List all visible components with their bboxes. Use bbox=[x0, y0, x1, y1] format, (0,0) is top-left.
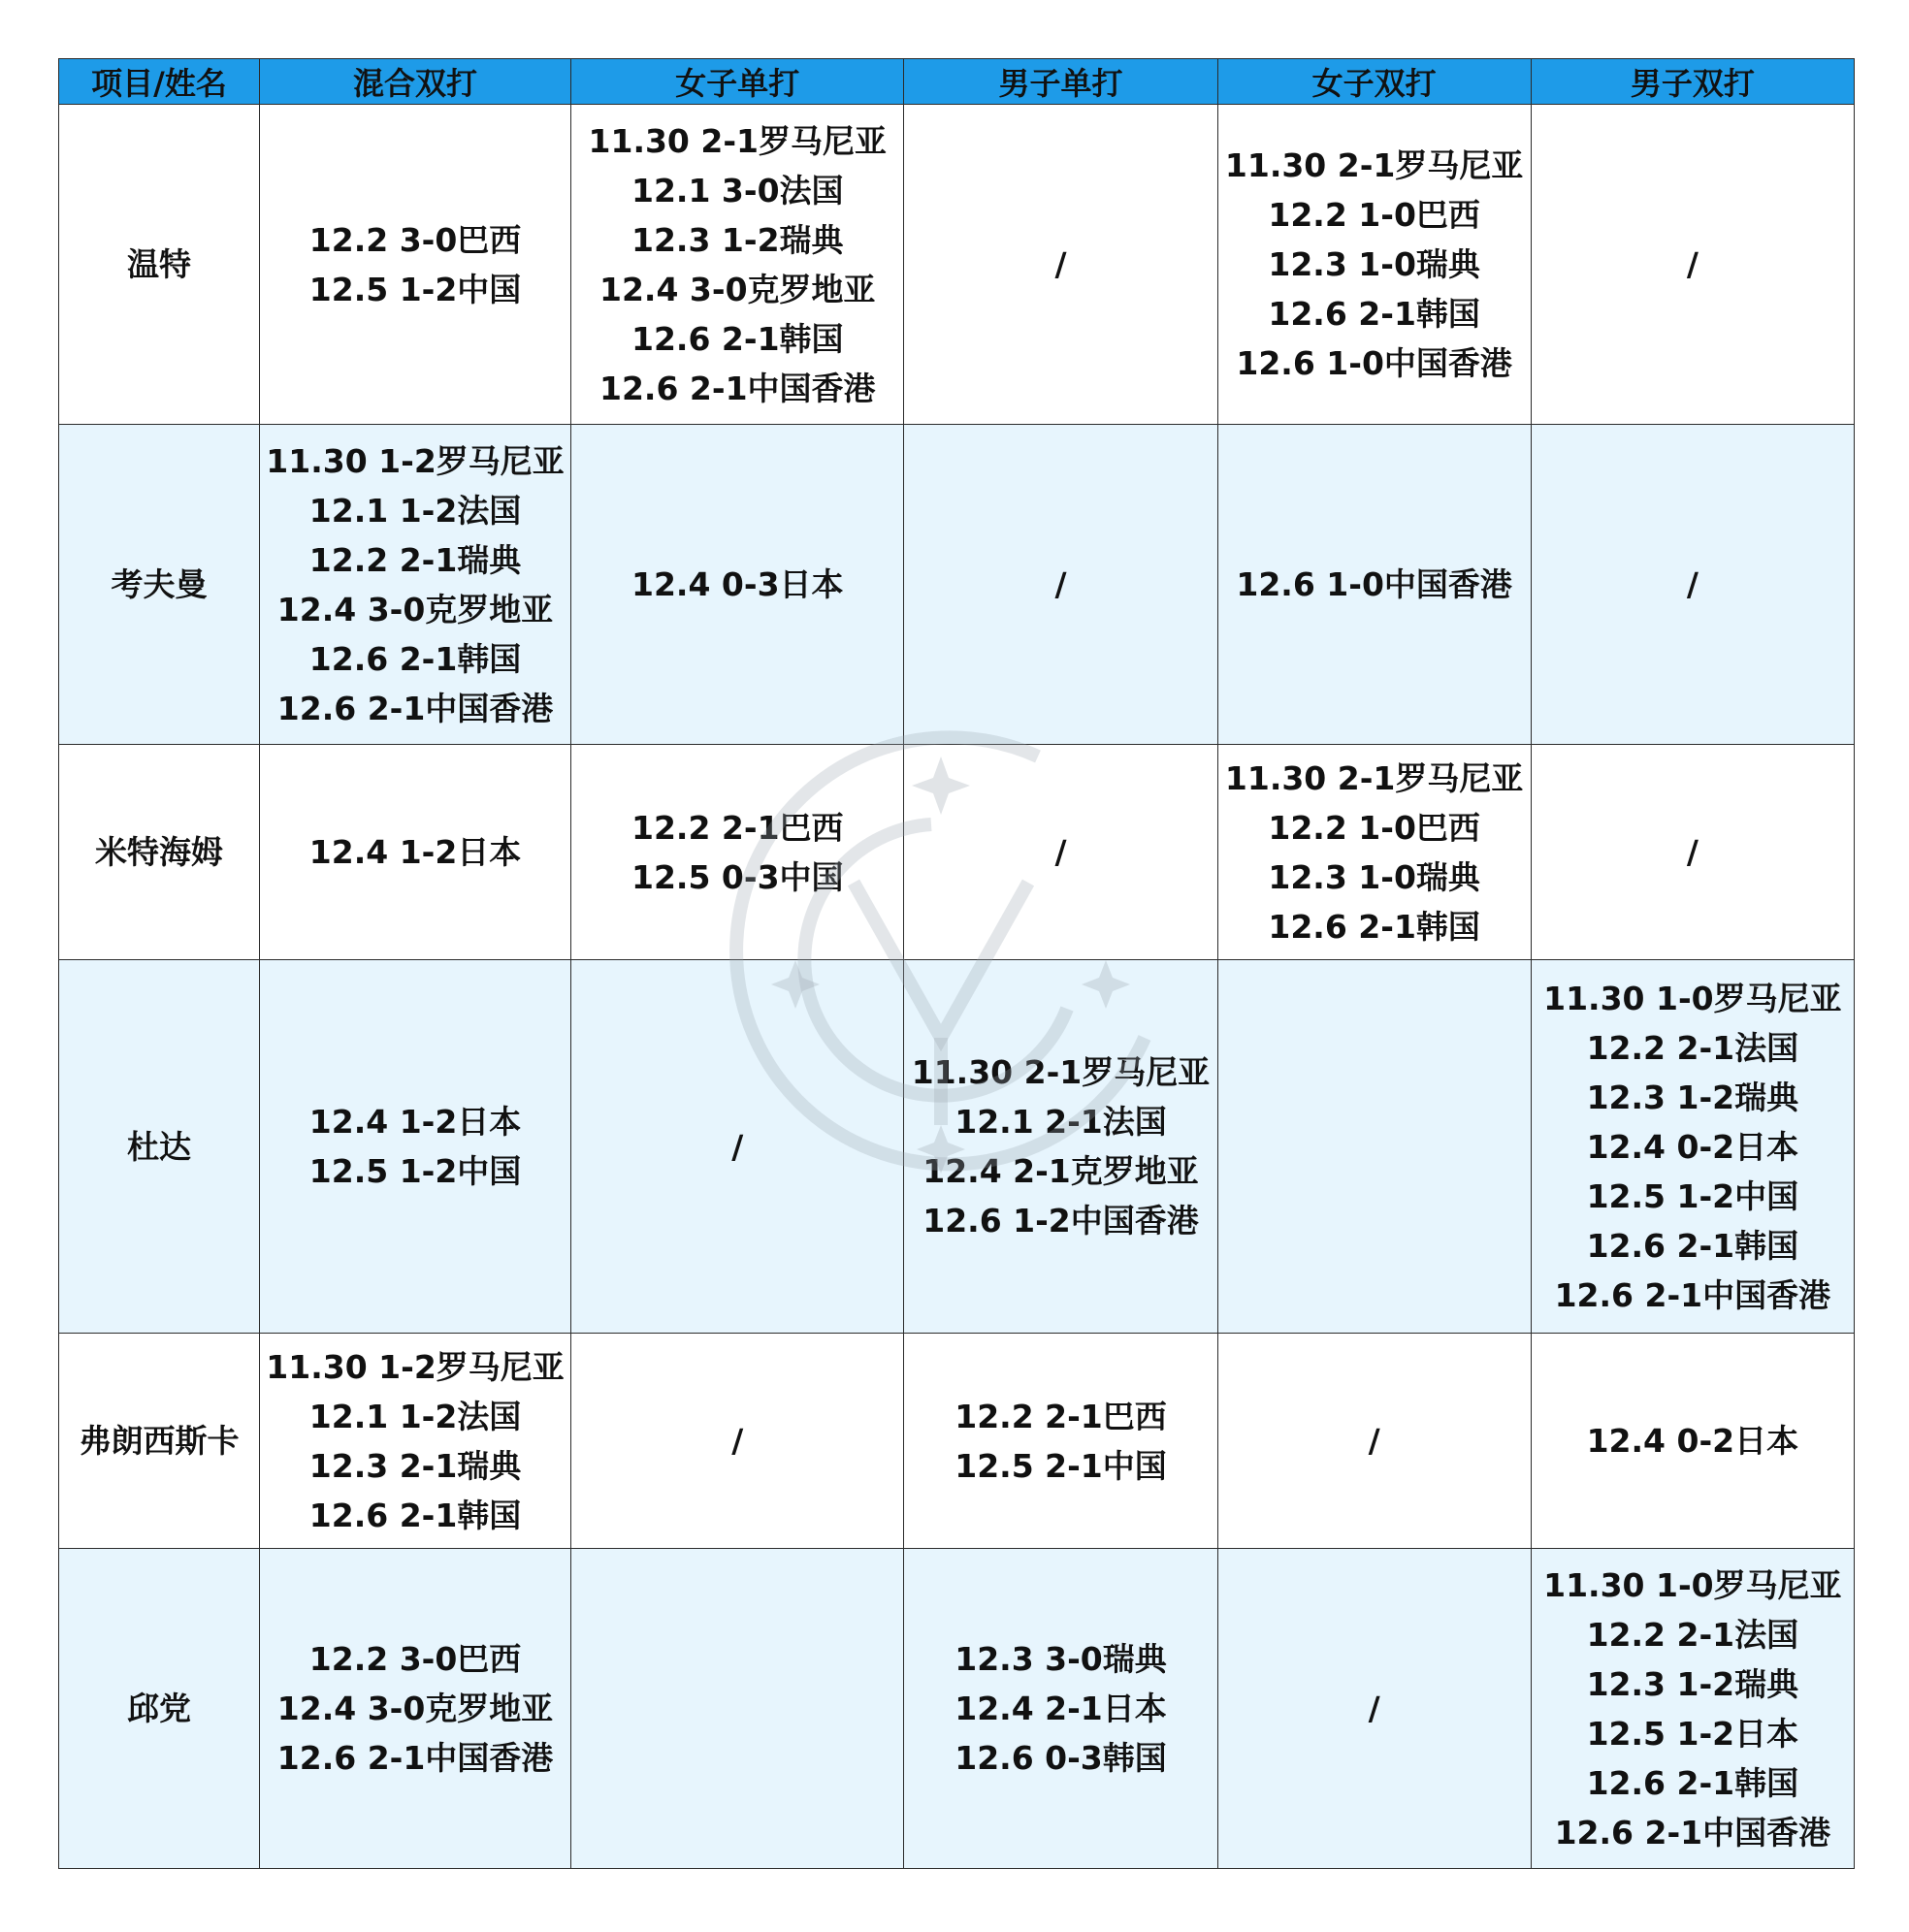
result-cell-mens-doubles bbox=[1531, 1549, 1854, 1869]
player-name-cell: 米特海姆 bbox=[59, 745, 260, 960]
match-result: 12.2 1-0巴西 bbox=[1268, 808, 1480, 847]
header-row bbox=[59, 59, 1855, 105]
match-result: 12.2 2-1法国 bbox=[1586, 1615, 1799, 1654]
match-result: 12.4 2-1克罗地亚 bbox=[922, 1152, 1199, 1190]
match-result: 12.4 0-3日本 bbox=[631, 565, 844, 603]
match-result: 12.6 1-0中国香港 bbox=[1236, 565, 1512, 603]
match-result: / bbox=[1368, 1690, 1380, 1727]
match-result: 12.3 2-1瑞典 bbox=[308, 1446, 522, 1485]
match-result: 11.30 2-1罗马尼亚 bbox=[911, 1053, 1211, 1091]
result-cell-mixed-doubles bbox=[260, 105, 571, 425]
result-cell-womens-doubles bbox=[1217, 960, 1531, 1334]
match-result: 12.4 0-2日本 bbox=[1586, 1127, 1799, 1166]
match-result: 12.6 2-1韩国 bbox=[1268, 907, 1480, 946]
match-result: 12.5 1-2中国 bbox=[308, 270, 522, 308]
match-result: 11.30 1-2罗马尼亚 bbox=[266, 441, 565, 480]
match-result: 11.30 2-1罗马尼亚 bbox=[588, 121, 888, 160]
match-result: 12.6 2-1韩国 bbox=[1586, 1763, 1799, 1802]
match-result: 12.4 2-1日本 bbox=[954, 1690, 1167, 1727]
match-result: 12.6 2-1中国香港 bbox=[1554, 1813, 1831, 1852]
match-result: 12.6 2-1中国香港 bbox=[599, 369, 876, 407]
match-result: 12.6 1-2中国香港 bbox=[922, 1202, 1199, 1240]
header-cell-event-name: 项目/姓名 bbox=[59, 59, 260, 105]
result-cell-mens-singles bbox=[904, 960, 1217, 1334]
table-row bbox=[59, 1549, 1855, 1869]
match-result: 12.4 1-2日本 bbox=[308, 833, 522, 871]
match-result: 12.4 3-0克罗地亚 bbox=[599, 270, 876, 308]
match-result: 12.2 2-1巴西 bbox=[954, 1397, 1167, 1435]
match-result: 12.2 2-1巴西 bbox=[631, 808, 844, 847]
result-cell-mixed-doubles bbox=[260, 960, 571, 1334]
result-cell-womens-singles bbox=[571, 745, 904, 960]
match-result: / bbox=[1368, 1422, 1380, 1460]
match-result: 12.2 2-1瑞典 bbox=[308, 540, 522, 579]
table-row bbox=[59, 745, 1855, 960]
match-result: / bbox=[731, 1422, 744, 1460]
match-result: 11.30 1-0罗马尼亚 bbox=[1543, 1565, 1842, 1604]
table-row bbox=[59, 1334, 1855, 1549]
result-cell-mens-singles bbox=[904, 425, 1217, 745]
result-cell-mens-doubles bbox=[1531, 105, 1854, 425]
match-result: 12.5 0-3中国 bbox=[631, 857, 844, 896]
result-cell-mixed-doubles bbox=[260, 1334, 571, 1549]
match-result: 12.6 0-3韩国 bbox=[954, 1739, 1167, 1777]
table-row bbox=[59, 425, 1855, 745]
header-cell-mens-doubles: 男子双打 bbox=[1531, 59, 1854, 105]
results-table bbox=[58, 58, 1855, 1869]
table-body bbox=[59, 105, 1855, 1869]
match-result: 12.4 3-0克罗地亚 bbox=[276, 590, 554, 628]
match-result: 12.3 1-0瑞典 bbox=[1268, 857, 1480, 896]
match-result: 11.30 1-0罗马尼亚 bbox=[1543, 979, 1842, 1017]
match-result: 12.6 2-1中国香港 bbox=[276, 1739, 554, 1777]
result-cell-womens-doubles bbox=[1217, 745, 1531, 960]
result-cell-mens-doubles bbox=[1531, 960, 1854, 1334]
match-result: 12.4 0-2日本 bbox=[1586, 1422, 1799, 1460]
match-result: 12.1 1-2法国 bbox=[308, 491, 522, 530]
result-cell-mens-singles bbox=[904, 745, 1217, 960]
result-cell-mixed-doubles bbox=[260, 1549, 571, 1869]
match-result: 12.5 2-1中国 bbox=[954, 1446, 1167, 1485]
result-cell-mens-singles bbox=[904, 105, 1217, 425]
player-name-cell: 邱党 bbox=[59, 1549, 260, 1869]
match-result: 12.4 1-2日本 bbox=[308, 1103, 522, 1141]
match-result: 12.6 2-1中国香港 bbox=[276, 689, 554, 727]
result-cell-mens-doubles bbox=[1531, 745, 1854, 960]
match-result: 12.5 1-2中国 bbox=[1586, 1176, 1799, 1215]
match-result: 12.6 2-1韩国 bbox=[308, 1496, 522, 1534]
match-result: 12.6 1-0中国香港 bbox=[1236, 344, 1512, 382]
match-result: 12.5 1-2日本 bbox=[1586, 1714, 1799, 1753]
header-cell-mixed-doubles: 混合双打 bbox=[260, 59, 571, 105]
match-result: / bbox=[1054, 245, 1067, 283]
match-result: 12.5 1-2中国 bbox=[308, 1152, 522, 1190]
result-cell-womens-singles bbox=[571, 1549, 904, 1869]
match-result: / bbox=[731, 1127, 744, 1166]
table-row bbox=[59, 960, 1855, 1334]
match-result: 12.2 3-0巴西 bbox=[308, 1640, 522, 1678]
result-cell-mixed-doubles bbox=[260, 745, 571, 960]
match-result: 12.6 2-1中国香港 bbox=[1554, 1275, 1831, 1314]
result-cell-womens-doubles bbox=[1217, 425, 1531, 745]
player-name-cell: 温特 bbox=[59, 105, 260, 425]
match-result: 12.2 1-0巴西 bbox=[1268, 196, 1480, 234]
match-result: 12.3 1-0瑞典 bbox=[1268, 245, 1480, 283]
result-cell-womens-doubles bbox=[1217, 105, 1531, 425]
match-result: / bbox=[1054, 833, 1067, 871]
match-result: 12.3 1-2瑞典 bbox=[631, 220, 844, 259]
match-result: 12.1 3-0法国 bbox=[631, 171, 844, 209]
match-result: 11.30 2-1罗马尼亚 bbox=[1224, 758, 1524, 797]
match-result: / bbox=[1686, 245, 1699, 283]
result-cell-mens-doubles bbox=[1531, 1334, 1854, 1549]
match-result: 12.3 3-0瑞典 bbox=[954, 1640, 1167, 1678]
match-result: 12.1 2-1法国 bbox=[954, 1103, 1167, 1141]
match-result: 12.2 2-1法国 bbox=[1586, 1028, 1799, 1067]
result-cell-womens-doubles bbox=[1217, 1334, 1531, 1549]
match-result: / bbox=[1054, 565, 1067, 603]
match-result: 12.3 1-2瑞典 bbox=[1586, 1078, 1799, 1116]
match-result: 11.30 1-2罗马尼亚 bbox=[266, 1347, 565, 1386]
match-result: 12.6 2-1韩国 bbox=[308, 639, 522, 678]
result-cell-mens-singles bbox=[904, 1549, 1217, 1869]
result-cell-womens-singles bbox=[571, 1334, 904, 1549]
match-result: / bbox=[1686, 833, 1699, 871]
result-cell-womens-doubles bbox=[1217, 1549, 1531, 1869]
result-cell-mens-doubles bbox=[1531, 425, 1854, 745]
player-name-cell: 弗朗西斯卡 bbox=[59, 1334, 260, 1549]
header-cell-mens-singles: 男子单打 bbox=[904, 59, 1217, 105]
player-name-cell: 考夫曼 bbox=[59, 425, 260, 745]
player-name-cell: 杜达 bbox=[59, 960, 260, 1334]
result-cell-womens-singles bbox=[571, 960, 904, 1334]
result-cell-mixed-doubles bbox=[260, 425, 571, 745]
result-cell-womens-singles bbox=[571, 105, 904, 425]
match-result: 12.6 2-1韩国 bbox=[1268, 295, 1480, 333]
match-result: 12.1 1-2法国 bbox=[308, 1397, 522, 1435]
result-cell-womens-singles bbox=[571, 425, 904, 745]
match-result: 12.3 1-2瑞典 bbox=[1586, 1664, 1799, 1703]
header-cell-womens-doubles: 女子双打 bbox=[1217, 59, 1531, 105]
table-row bbox=[59, 105, 1855, 425]
match-result: 11.30 2-1罗马尼亚 bbox=[1224, 146, 1524, 184]
match-result: 12.6 2-1韩国 bbox=[1586, 1226, 1799, 1265]
header-cell-womens-singles: 女子单打 bbox=[571, 59, 904, 105]
match-result: 12.2 3-0巴西 bbox=[308, 220, 522, 259]
match-result: 12.4 3-0克罗地亚 bbox=[276, 1690, 554, 1727]
result-cell-mens-singles bbox=[904, 1334, 1217, 1549]
match-result: 12.6 2-1韩国 bbox=[631, 319, 844, 358]
match-result: / bbox=[1686, 565, 1699, 603]
